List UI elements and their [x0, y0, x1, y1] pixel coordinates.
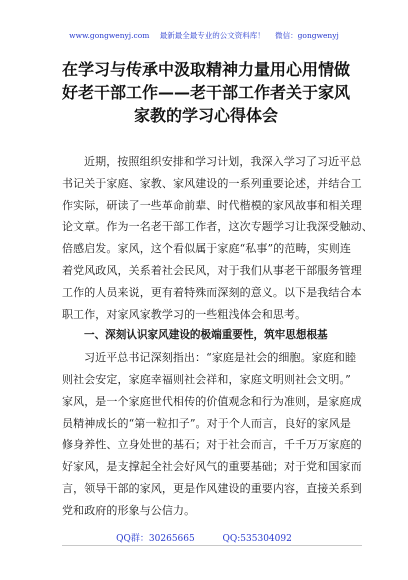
page-footer — [0, 531, 408, 544]
body-line: 论文章。作为一名老干部工作者，这次专题学习让我深受触动、 — [62, 220, 373, 234]
title-line: 好老干部工作——老干部工作者关于家风 — [61, 83, 350, 102]
body-line: 党和政府的形象与公信力。 — [62, 503, 196, 517]
body-line: 家风，是一个家庭世代相传的价值观念和行为准则，是家庭成 — [62, 394, 362, 408]
section-heading: 一、深刻认识家风建设的极端重要性，筑牢思想根基 — [84, 329, 328, 342]
title-line: 在学习与传承中汲取精神力量用心用情做 — [61, 60, 350, 79]
body-line: 书记关于家庭、家教、家风建设的一系列重要论述，并结合工 — [62, 176, 362, 190]
header-wechat: 微信：gongwenyj — [275, 31, 339, 40]
document-title — [56, 58, 356, 127]
document-body — [62, 151, 373, 522]
body-line: 言，领导干部的家风，更是作风建设的重要内容，直接关系到 — [62, 481, 362, 495]
title-line: 家教的学习心得体会 — [133, 106, 278, 125]
header-site-link[interactable]: www.gongwenyj.com — [69, 31, 150, 40]
footer-divider — [62, 545, 362, 546]
body-line: 工作的人员来说，更有着特殊而深刻的意义。以下是我结合本 — [62, 285, 362, 299]
body-line: 则社会安定，家庭幸福则社会祥和，家庭文明则社会文明。” — [62, 372, 351, 386]
body-line: 着党风政风，关系着社会民风，对于我们从事老干部服务管理 — [62, 263, 362, 277]
body-line: 好家风，是支撑起全社会好风气的重要基础；对于党和国家而 — [62, 460, 362, 474]
body-line: 员精神成长的“第一粒扣子”。对于个人而言，良好的家风是 — [62, 416, 351, 430]
body-line: 倍感启发。家风，这个看似属于家庭“私事”的范畴，实则连 — [62, 242, 351, 256]
body-line: 职工作，对家风家教学习的一些粗浅体会和思考。 — [62, 307, 307, 321]
page-header — [0, 30, 408, 41]
footer-qq-group: QQ群：30265665 — [116, 534, 195, 544]
body-line: 习近平总书记深刻指出：“家庭是社会的细胞。家庭和睦 — [84, 351, 357, 365]
header-slogan: 最新最全最专业的公文资料库！ — [159, 31, 265, 40]
body-line: 近期，按照组织安排和学习计划，我深入学习了习近平总 — [84, 155, 362, 168]
body-line: 修身养性、立身处世的基石；对于社会而言，千千万万家庭的 — [62, 438, 362, 452]
body-line: 作实际，研读了一些革命前辈、时代楷模的家风故事和相关理 — [62, 198, 362, 212]
footer-qq: QQ:535304092 — [222, 534, 292, 544]
